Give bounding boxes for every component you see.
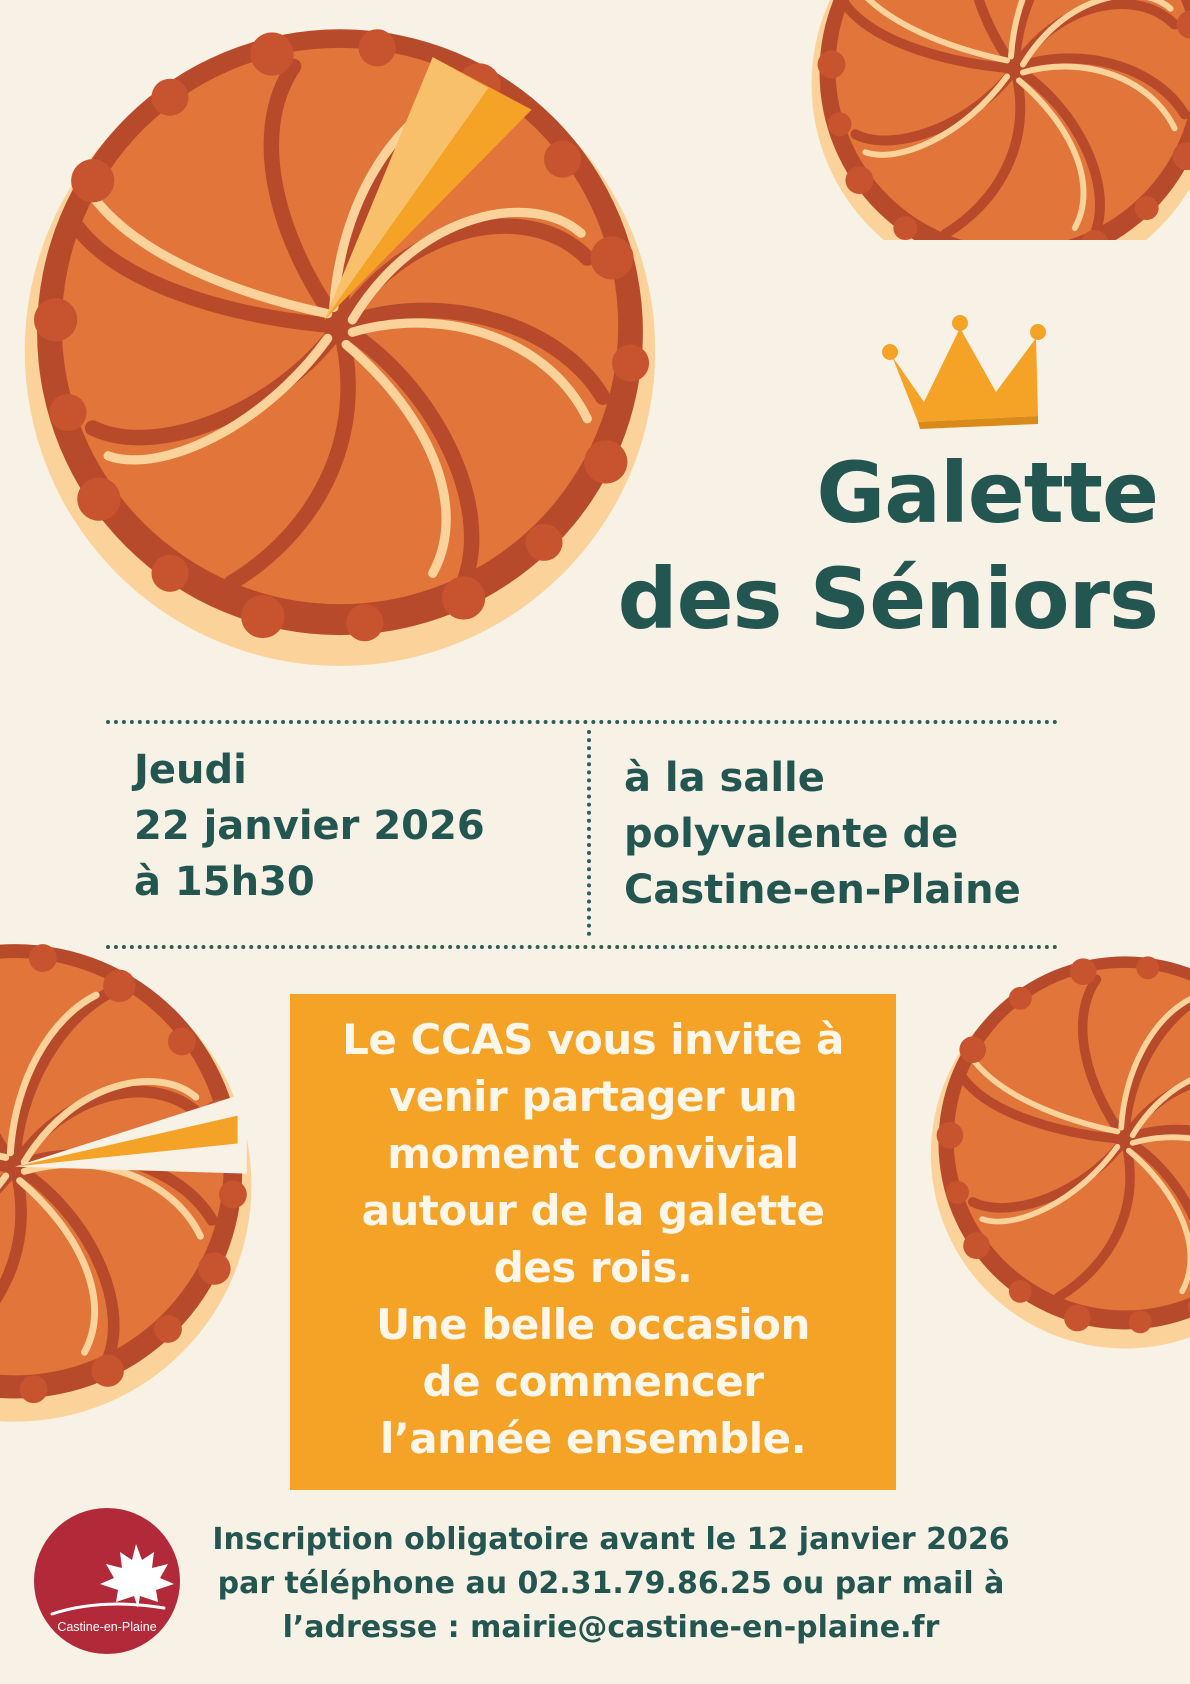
location-line-3: Castine-en-Plaine: [624, 867, 1021, 913]
footer-line-1: Inscription obligatoire avant le 12 janvier 2026: [212, 1522, 1010, 1557]
galette-illustration-top-right: [795, 0, 1190, 240]
galette-illustration-bottom-left: [0, 930, 270, 1510]
invite-line: Le CCAS vous invite à: [342, 1015, 844, 1064]
invite-box: [290, 994, 896, 1490]
invite-line: moment convivial: [387, 1129, 799, 1178]
galette-illustration-main: [0, 10, 680, 710]
divider-vertical: [587, 730, 591, 936]
title-line-2: des Séniors: [617, 550, 1158, 648]
registration-info: [196, 1518, 1026, 1650]
galette-illustration-bottom-right: [915, 945, 1190, 1535]
invite-line: de commencer: [422, 1357, 764, 1406]
invite-line: autour de la galette: [361, 1186, 825, 1235]
invite-line: Une belle occasion: [376, 1300, 810, 1349]
date-full: 22 janvier 2026: [134, 803, 485, 849]
invite-text: [290, 1011, 896, 1467]
event-location: [624, 750, 1021, 918]
crown-icon: [878, 314, 1054, 430]
title-line-1: Galette: [816, 444, 1158, 542]
date-time: à 15h30: [134, 859, 315, 905]
footer-line-2: par téléphone au 02.31.79.86.25 ou par mail à: [217, 1566, 1005, 1601]
swoosh-icon: [48, 1592, 168, 1622]
location-line-2: polyvalente de: [624, 811, 959, 857]
location-line-1: à la salle: [624, 755, 825, 801]
invite-line: des rois.: [493, 1243, 693, 1292]
divider-top: [106, 720, 1058, 724]
invite-line: venir partager un: [388, 1072, 798, 1121]
divider-bottom: [106, 945, 1058, 949]
footer-line-3: l’adresse : mairie@castine-en-plaine.fr: [282, 1610, 940, 1645]
date-day: Jeudi: [134, 747, 247, 793]
castine-en-plaine-logo: [34, 1508, 180, 1654]
logo-text: Castine-en-Plaine: [57, 1620, 157, 1634]
event-date: [134, 742, 485, 910]
page-title: [617, 440, 1158, 652]
invite-line: l’année ensemble.: [379, 1414, 807, 1463]
